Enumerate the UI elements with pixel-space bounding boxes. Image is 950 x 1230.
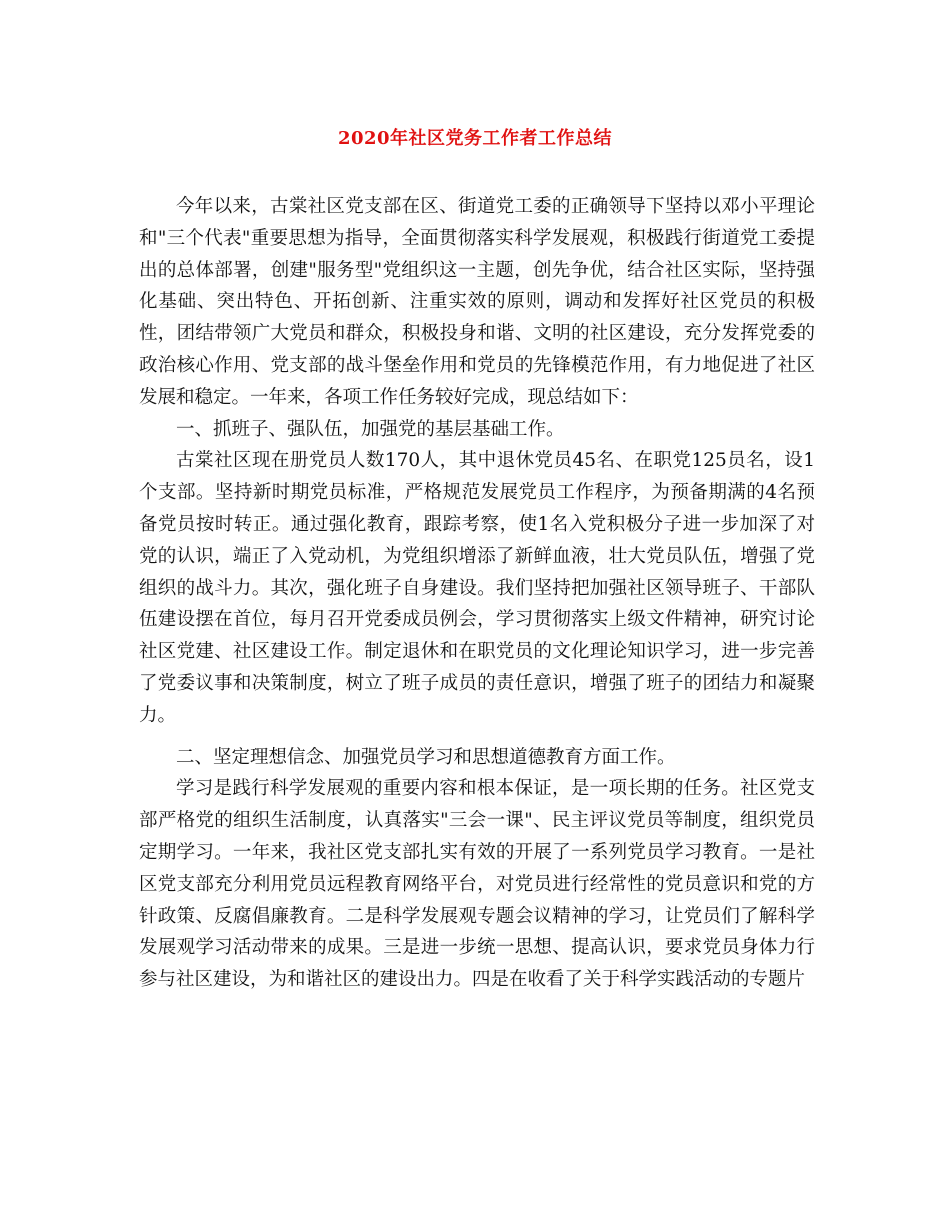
- document-title: 2020年社区党务工作者工作总结: [337, 128, 613, 149]
- document-body: [139, 191, 815, 996]
- paragraph-section-2: 学习是践行科学发展观的重要内容和根本保证，是一项长期的任务。社区党支部严格党的组织生活制度，认真落实"三会一课"、民主评议党员等制度，组织党员定期学习。一年来，我社区党支部扎实有效的开展了一系列党员学习教育。一是社区党支部充分利用党员远程教育网络平台，对党员进行经常性的党员意识和党的方针政策、反腐倡廉教育。二是科学发展观专题会议精神的学习，让党员们了解科学发展观学习活动带来的成果。三是进一步统一思想、提高认识，要求党员身体力行参与社区建设，为和谐社区的建设出力。四是在收看了关于科学实践活动的专题片: [139, 778, 815, 991]
- paragraph-section-1: 古棠社区现在册党员人数170人，其中退休党员45名、在职党125员名，设1个支部。坚持新时期党员标准，严格规范发展党员工作程序，为预备期满的4名预备党员按时转正。通过强化教育，跟踪考察，使1名入党积极分子进一步加深了对党的认识，端正了入党动机，为党组织增添了新鲜血液，壮大党员队伍，增强了党组织的战斗力。其次，强化班子自身建设。我们坚持把加强社区领导班子、干部队伍建设摆在首位，每月召开党委成员例会，学习贯彻落实上级文件精神，研究讨论社区党建、社区建设工作。制定退休和在职党员的文化理论知识学习，进一步完善了党委议事和决策制度，树立了班子成员的责任意识，增强了班子的团结力和凝聚力。: [139, 450, 815, 726]
- paragraph-intro: 今年以来，古棠社区党支部在区、街道党工委的正确领导下坚持以邓小平理论和"三个代表"重要思想为指导，全面贯彻落实科学发展观，积极践行街道党工委提出的总体部署，创建"服务型"党组织这一主题，创先争优，结合社区实际，坚持强化基础、突出特色、开拓创新、注重实效的原则，调动和发挥好社区党员的积极性，团结带领广大党员和群众，积极投身和谐、文明的社区建设，充分发挥党委的政治核心作用、党支部的战斗堡垒作用和党员的先锋模范作用，有力地促进了社区发展和稳定。一年来，各项工作任务较好完成，现总结如下：: [139, 196, 815, 408]
- section-heading-1: 一、抓班子、强队伍，加强党的基层基础工作。: [176, 418, 565, 440]
- section-heading-2: 二、坚定理想信念、加强党员学习和思想道德教育方面工作。: [176, 746, 676, 768]
